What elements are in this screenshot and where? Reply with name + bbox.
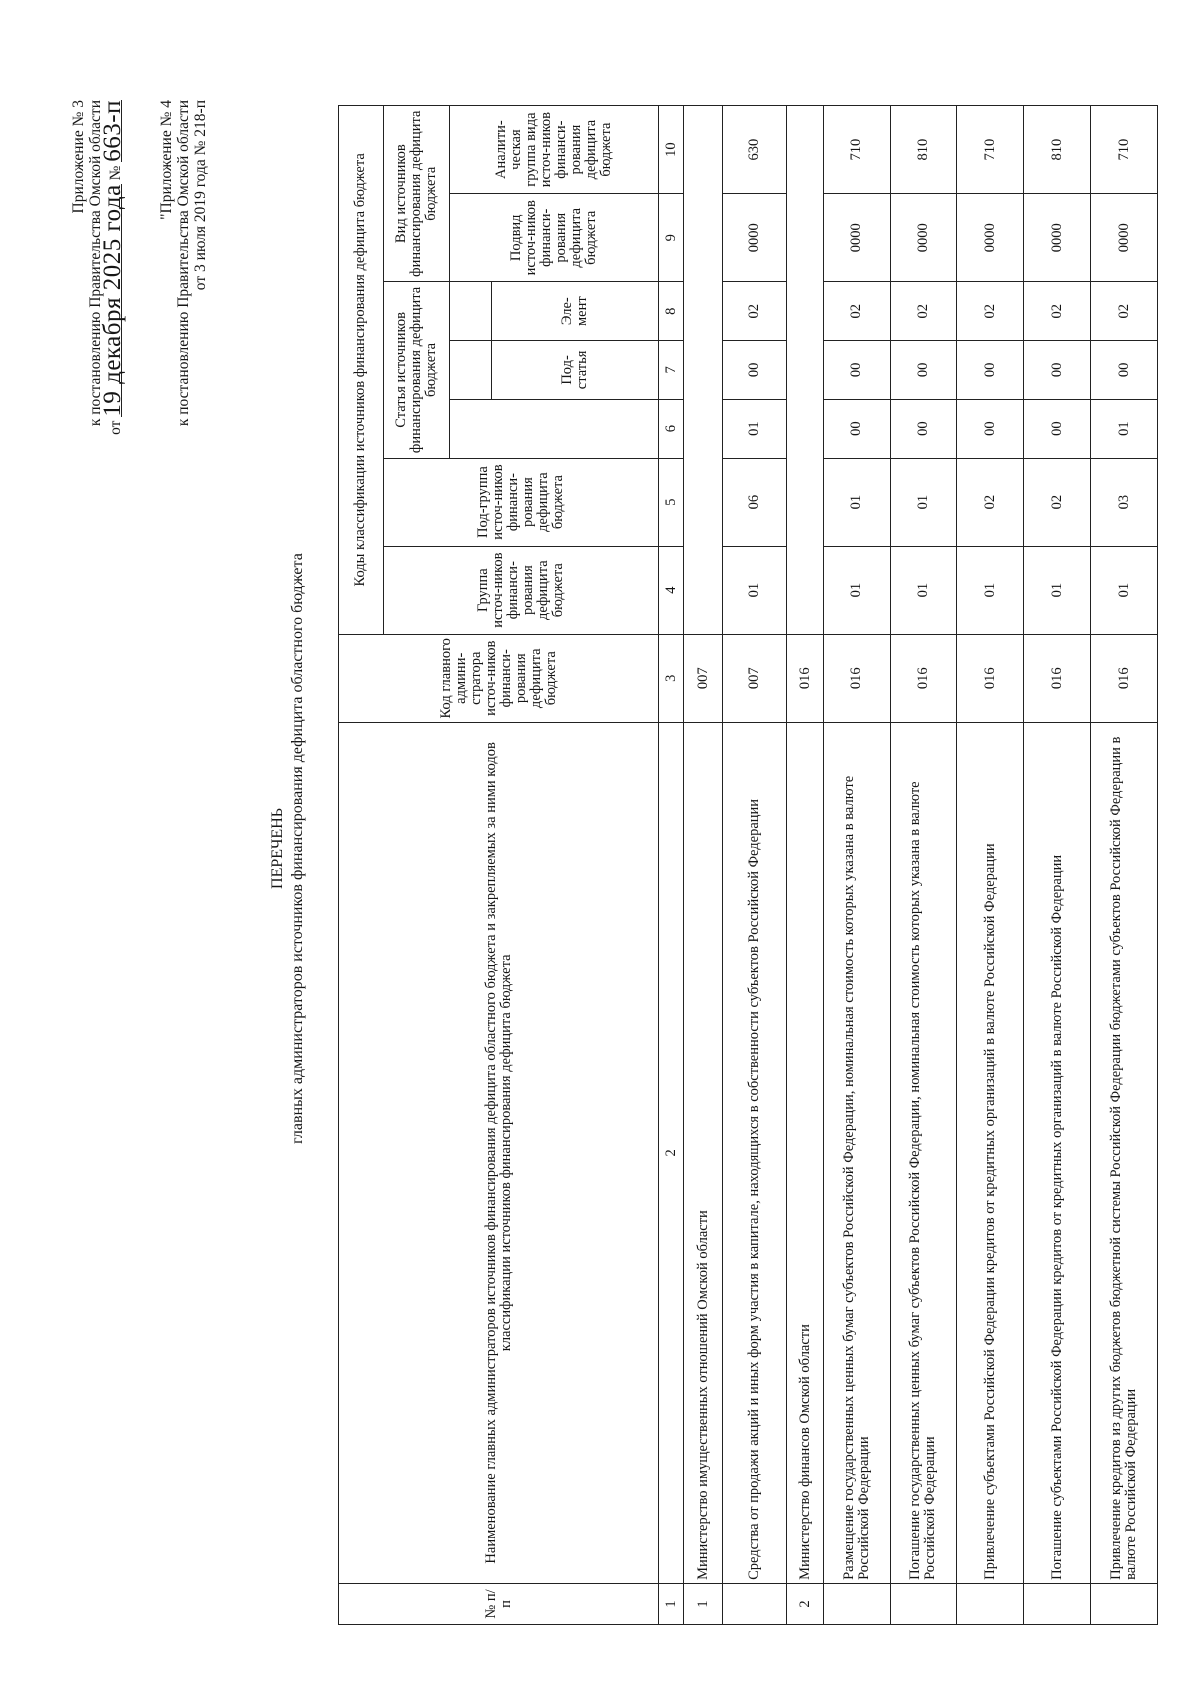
row-name: Министерство финансов Омской области [787,722,823,1583]
header-name: Наименование главных администраторов источников финансирования дефицита областного бюджета и закрепляемых за ними кодов классификации источников финансирования дефицита бюджета [339,722,659,1583]
row-group: 01 [890,546,957,634]
title-main: ПЕРЕЧЕНЬ [269,808,286,889]
row-name: Средства от продажи акций и иных форм участия в капитале, находящихся в собственности субъектов Российской Федерации [723,722,787,1583]
previous-appendix-number: "Приложение № 4 [158,100,175,220]
header-article: Статья источников финансирования дефицита бюджета [383,282,450,458]
row-admin-code: 016 [1024,634,1091,722]
header-kind: Вид источников финансирования дефицита бюджета [383,106,450,282]
table-row [723,106,787,1625]
row-subarticle: 00 [1024,341,1091,400]
row-subarticle: 00 [723,341,787,400]
header-admin-code: Код главного админи-стратора источ-ников финанси-рования дефицита бюджета [339,634,659,722]
table-row [1091,106,1158,1625]
row-num [1091,1583,1158,1624]
row-element: 02 [957,282,1024,341]
document-title [268,0,308,1697]
row-admin-code: 016 [890,634,957,722]
row-num [1024,1583,1091,1624]
row-num: 1 [684,1583,723,1624]
row-article: 01 [1091,399,1158,458]
row-subgroup: 01 [823,458,890,546]
column-number: 9 [659,194,684,282]
row-article: 00 [890,399,957,458]
column-numbers-row [659,106,684,1625]
row-article: 01 [723,399,787,458]
table-row [1024,106,1091,1625]
column-number: 2 [659,722,684,1583]
resolution-date-line [99,100,126,435]
row-name: Министерство имущественных отношений Омской области [684,722,723,1583]
row-article: 00 [1024,399,1091,458]
table-row [957,106,1024,1625]
row-element: 02 [1024,282,1091,341]
table-row [823,106,890,1625]
table-row [787,106,823,1625]
column-number: 1 [659,1583,684,1624]
appendix-number: Приложение № 3 [70,100,87,214]
row-admin-code: 007 [684,634,723,722]
row-element: 02 [890,282,957,341]
row-subkind: 0000 [723,194,787,282]
row-subgroup: 02 [1024,458,1091,546]
row-codes-empty [787,106,823,635]
row-analytic: 810 [890,106,957,194]
header-group: Группа источ-ников финанси-рования дефицита бюджета [383,546,659,634]
row-name: Погашение субъектами Российской Федерации кредитов от кредитных организаций в валюте Российской Федерации [1024,722,1091,1583]
appendix-header [70,100,124,435]
header-element: Эле-мент [492,282,659,341]
row-element: 02 [823,282,890,341]
resolution-number: 663-п [99,100,126,162]
row-name: Погашение государственных ценных бумаг субъектов Российской Федерации, номинальная стоимость которых указана в валюте Российской Федерации [890,722,957,1583]
table-row [890,106,957,1625]
row-analytic: 810 [1024,106,1091,194]
table-row [684,106,723,1625]
row-group: 01 [1091,546,1158,634]
row-element: 02 [1091,282,1158,341]
row-analytic: 710 [957,106,1024,194]
previous-resolution-reference: к постановлению Правительства Омской области [175,100,192,427]
column-number: 10 [659,106,684,194]
header-element-blank [450,282,492,341]
row-subgroup: 03 [1091,458,1158,546]
row-name: Привлечение субъектами Российской Федерации кредитов от кредитных организаций в валюте Российской Федерации [957,722,1024,1583]
row-admin-code: 016 [957,634,1024,722]
number-label: № [107,165,124,181]
row-num [823,1583,890,1624]
row-analytic: 710 [823,106,890,194]
previous-resolution-date: от 3 июля 2019 года № 218-п [192,100,209,291]
row-subkind: 0000 [957,194,1024,282]
row-article: 00 [957,399,1024,458]
header-subkind: Подвид источ-ников финанси-рования дефицита бюджета [450,194,659,282]
row-admin-code: 016 [1091,634,1158,722]
row-admin-code: 007 [723,634,787,722]
column-number: 5 [659,458,684,546]
row-subarticle: 00 [957,341,1024,400]
row-name: Привлечение кредитов из других бюджетов бюджетной системы Российской Федерации бюджетами субъектов Российской Федерации в валюте Российской Федерации [1091,722,1158,1583]
row-group: 01 [957,546,1024,634]
column-number: 4 [659,546,684,634]
column-number: 8 [659,282,684,341]
administrators-table [338,105,1158,1625]
row-subgroup: 06 [723,458,787,546]
row-subkind: 0000 [1091,194,1158,282]
row-element: 02 [723,282,787,341]
row-subgroup: 01 [890,458,957,546]
previous-appendix-header [158,100,209,426]
row-article: 00 [823,399,890,458]
header-codes: Коды классификации источников финансирования дефицита бюджета [339,106,384,635]
column-number: 3 [659,634,684,722]
row-subarticle: 00 [823,341,890,400]
row-num [890,1583,957,1624]
row-num [957,1583,1024,1624]
row-analytic: 630 [723,106,787,194]
row-name: Размещение государственных ценных бумаг субъектов Российской Федерации, номинальная стоимость которых указана в валюте Российской Федерации [823,722,890,1583]
header-article-blank [450,399,659,458]
header-analytic: Аналити-ческая группа вида источ-ников финанси-рования дефицита бюджета [450,106,659,194]
row-group: 01 [823,546,890,634]
column-number: 6 [659,399,684,458]
row-subgroup: 02 [957,458,1024,546]
row-subkind: 0000 [823,194,890,282]
row-subarticle: 00 [890,341,957,400]
row-group: 01 [1024,546,1091,634]
header-num: № п/п [339,1583,659,1624]
resolution-date: 19 декабря 2025 года [99,184,126,417]
from-label: от [107,420,124,435]
row-num: 2 [787,1583,823,1624]
row-subkind: 0000 [1024,194,1091,282]
row-codes-empty [684,106,723,635]
header-subarticle-blank [450,341,492,400]
header-subgroup: Под-группа источ-ников финанси-рования дефицита бюджета [383,458,659,546]
row-subarticle: 00 [1091,341,1158,400]
row-subkind: 0000 [890,194,957,282]
column-number: 7 [659,341,684,400]
row-num [723,1583,787,1624]
resolution-reference: к постановлению Правительства Омской области [87,100,104,427]
row-analytic: 710 [1091,106,1158,194]
header-subarticle: Под-статья [492,341,659,400]
row-group: 01 [723,546,787,634]
row-admin-code: 016 [823,634,890,722]
row-admin-code: 016 [787,634,823,722]
title-subtitle: главных администраторов источников финансирования дефицита областного бюджета [289,553,306,1144]
